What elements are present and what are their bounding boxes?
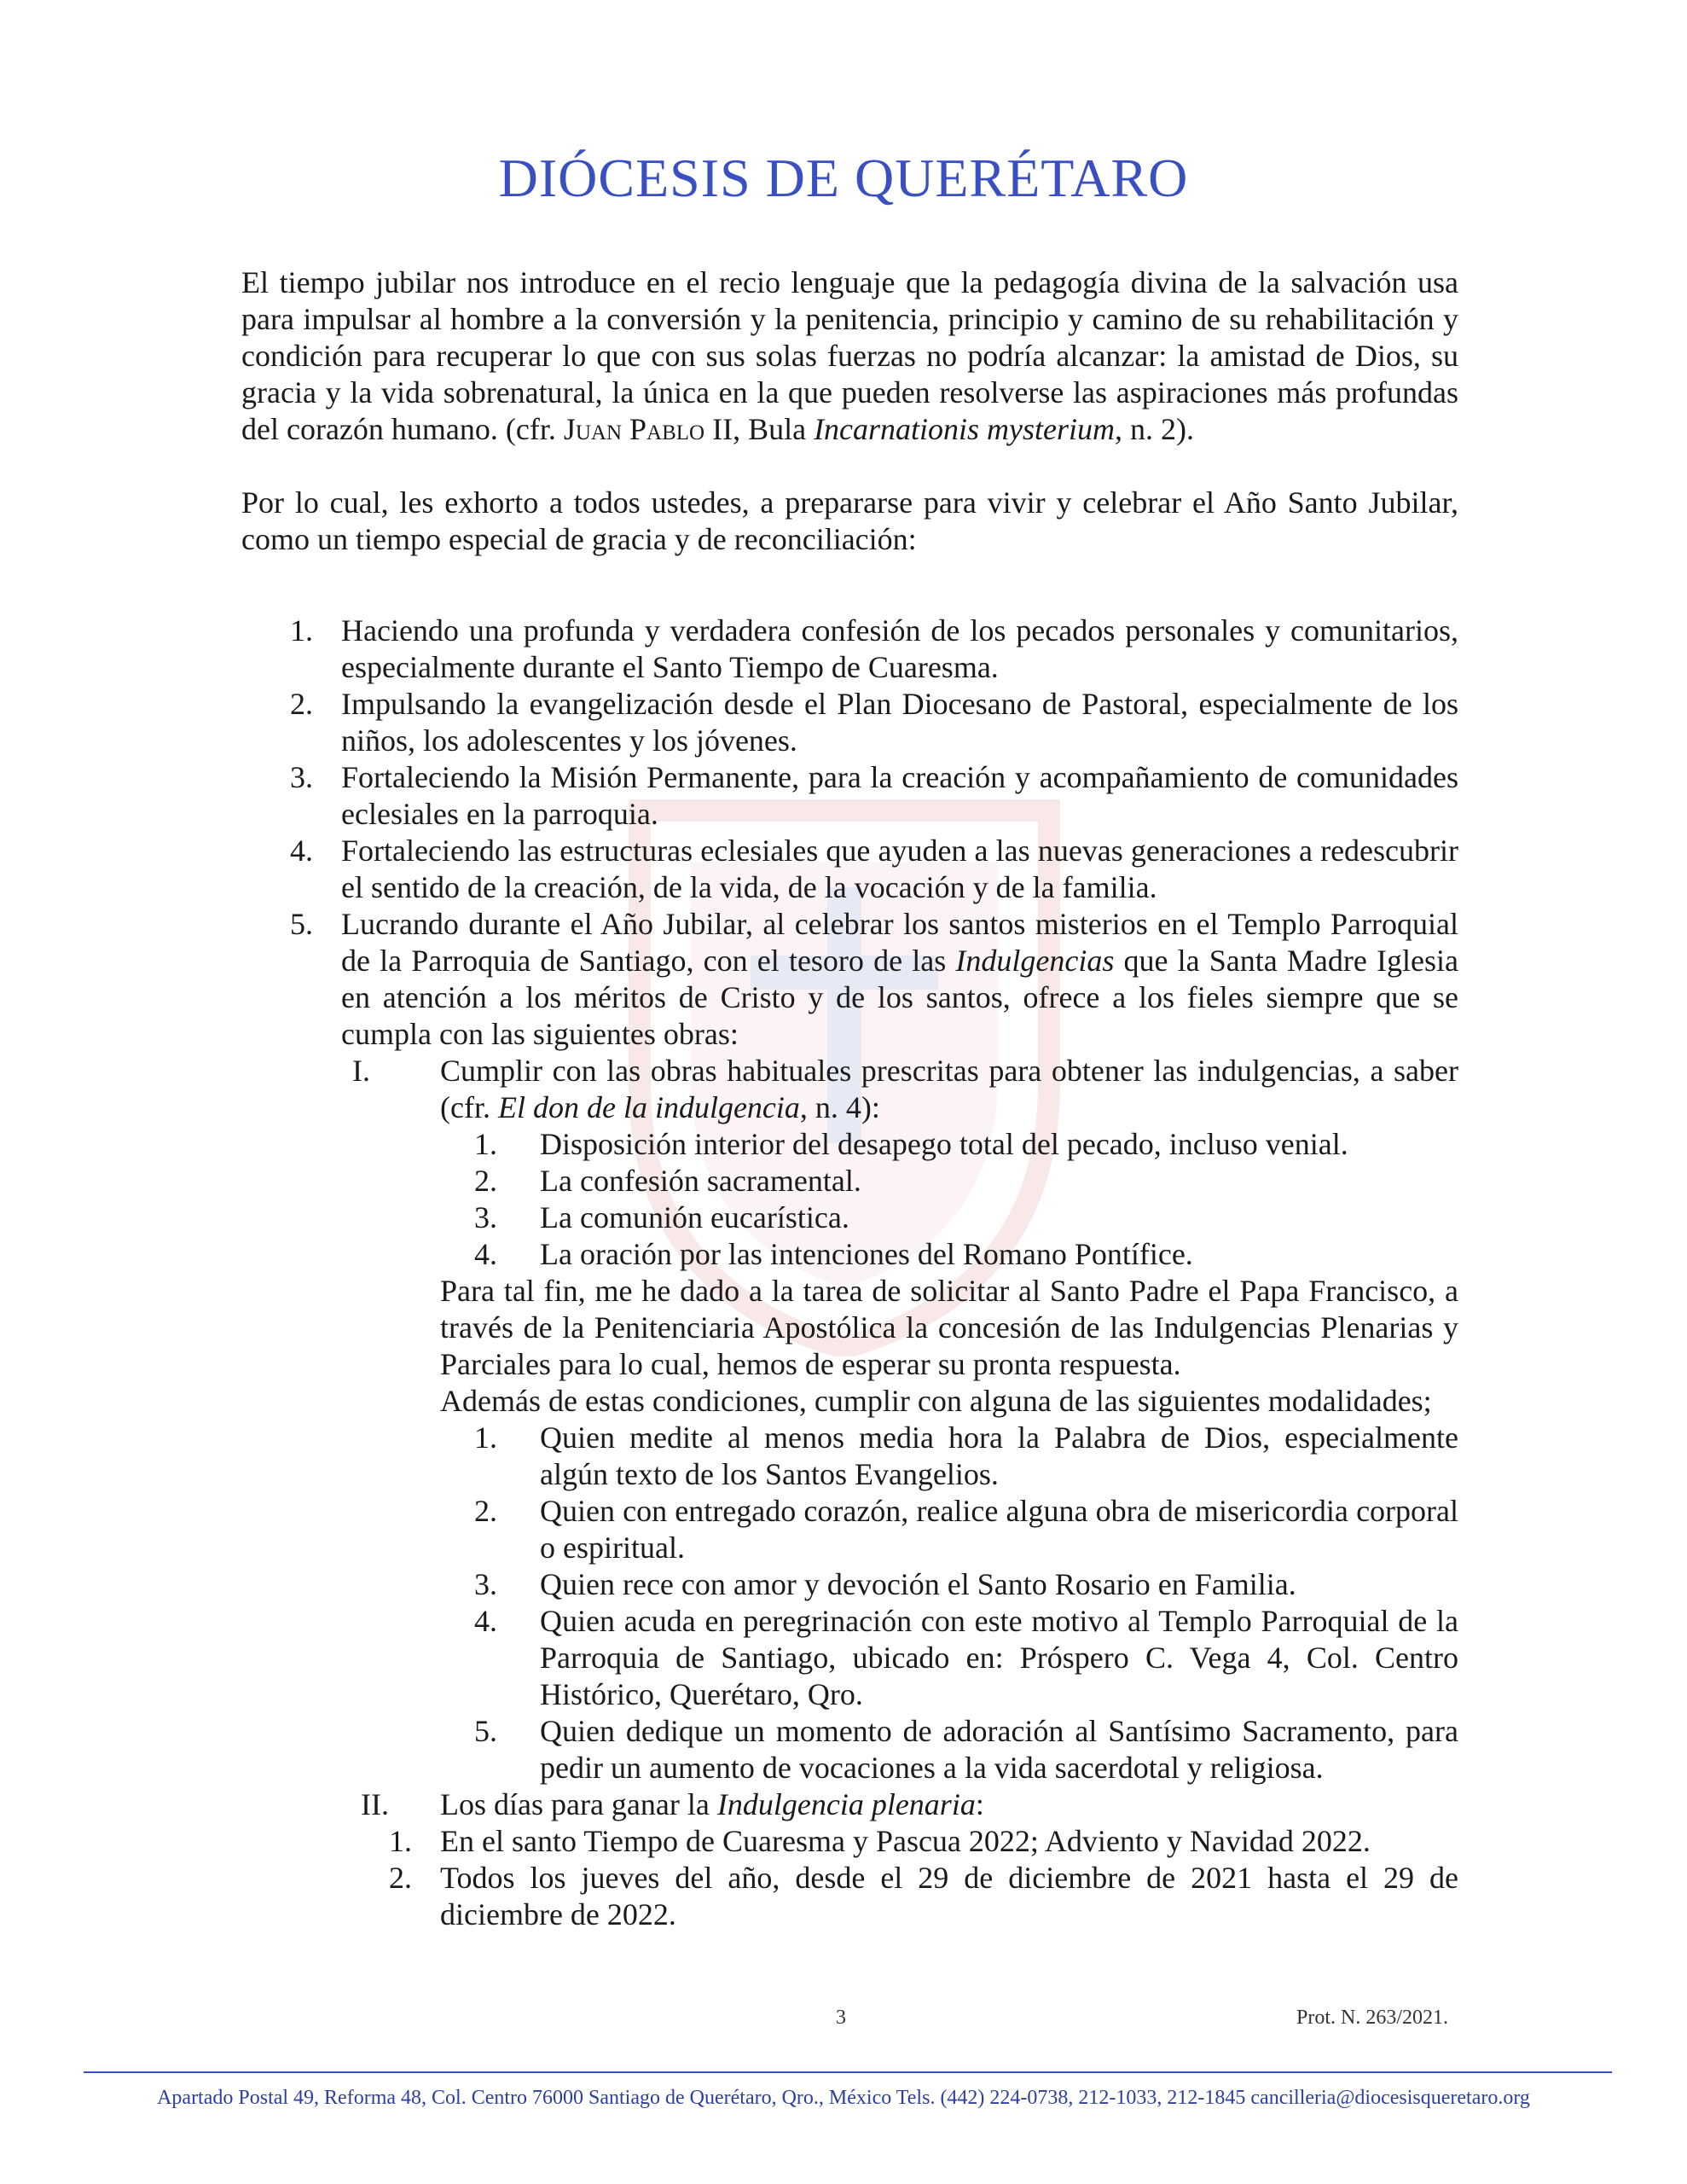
list-item-text-part: Lucrando durante el Año Jubilar, al celebrar los santos misterios en el Templo Parroquial de la Parroquia de Santiago, con el tesoro de las — [341, 907, 1458, 978]
modality-number: 5. — [474, 1714, 497, 1748]
page-number: 3 — [836, 2007, 846, 2029]
footer-divider — [84, 2071, 1612, 2073]
condition-text: La comunión eucarística. — [540, 1200, 849, 1234]
condition-text: La oración por las intenciones del Romano Pontífice. — [540, 1237, 1193, 1271]
modality-text: Quien medite al menos media hora la Palabra de Dios, especialmente algún texto de los Santos Evangelios. — [540, 1420, 1458, 1491]
list-item-number: 5. — [290, 907, 313, 941]
section-one-numeral: I. — [352, 1054, 370, 1088]
exhortation-paragraph: Por lo cual, les exhorto a todos ustedes, a prepararse para vivir y celebrar el Año Santo Jubilar, como un tiempo especial de gracia y de reconciliación: — [241, 485, 1458, 556]
day-number: 2. — [389, 1861, 412, 1895]
section-one-text-part: , n. 4): — [799, 1090, 880, 1124]
indulgence-gift-title: El don de la indulgencia — [497, 1090, 800, 1124]
section-two-text — [440, 1786, 1458, 1823]
modality-text: Quien acuda en peregrinación con este motivo al Templo Parroquial de la Parroquia de Santiago, ubicado en: Próspero C. Vega 4, Col. Centro Histórico, Querétaro, Qro. — [540, 1604, 1458, 1711]
list-item-text: Haciendo una profunda y verdadera confesión de los pecados personales y comunitarios, especialmente durante el Santo Tiempo de Cuaresma. — [341, 613, 1458, 684]
intro-text: El tiempo jubilar nos introduce en el recio lenguaje que la pedagogía divina de la salvación usa para impulsar al hombre a la conversión y la penitencia, principio y camino de su rehabilitación y condición para recuperar lo que con sus solas fuerzas no podría alcanzar: la amistad de Dios, su gracia y la vida sobrenatural, la única en la que pueden resolverse las aspiraciones más profundas del corazón humano. (cfr. — [241, 265, 1458, 446]
day-number: 1. — [389, 1824, 412, 1858]
list-item-text: Fortaleciendo las estructuras eclesiales que ayuden a las nuevas generaciones a redescubrir el sentido de la creación, de la vida, de la vocación y de la familia. — [341, 834, 1458, 904]
section-two-text-part: Los días para ganar la — [440, 1787, 717, 1821]
modality-number: 2. — [474, 1494, 497, 1528]
day-text: En el santo Tiempo de Cuaresma y Pascua 2022; Adviento y Navidad 2022. — [440, 1824, 1371, 1858]
footer-address: Apartado Postal 49, Reforma 48, Col. Centro 76000 Santiago de Querétaro, Qro., México Tels. (442) 224-0738, 212-1033, 212-1845 cancilleria@diocesisqueretaro.org — [157, 2087, 1530, 2109]
condition-number: 1. — [474, 1127, 497, 1161]
request-text: Para tal fin, me he dado a la tarea de solicitar al Santo Padre el Papa Francisco, a través de la Penitenciaria Apostólica la concesión de las Indulgencias Plenarias y Parciales para lo cual, hemos de esperar su pronta respuesta. — [440, 1274, 1458, 1381]
list-item-text-part: que la Santa Madre Iglesia en atención a los méritos de Cristo y de los santos, ofrece a los fieles siempre que se cumpla con las siguientes obras: — [341, 944, 1458, 1051]
modalities-intro-text: Además de estas condiciones, cumplir con alguna de las siguientes modalidades; — [440, 1384, 1432, 1418]
modality-text: Quien rece con amor y devoción el Santo Rosario en Familia. — [540, 1567, 1296, 1601]
section-one-text-part: Cumplir con las obras habituales prescritas para obtener las indulgencias, a saber (cfr. — [440, 1054, 1458, 1124]
condition-number: 2. — [474, 1164, 497, 1198]
modality-number: 3. — [474, 1567, 497, 1601]
intro-bull-title: Incarnationis mysterium, — [814, 412, 1123, 446]
list-item-text: Fortaleciendo la Misión Permanente, para la creación y acompañamiento de comunidades eclesiales en la parroquia. — [341, 760, 1458, 831]
modality-number: 4. — [474, 1604, 497, 1638]
condition-text: La confesión sacramental. — [540, 1164, 861, 1198]
list-item-number: 4. — [290, 834, 313, 868]
list-item-text — [341, 906, 1458, 1053]
modality-number: 1. — [474, 1420, 497, 1455]
list-item-number: 3. — [290, 760, 313, 794]
intro-author-suffix: II, Bula — [704, 412, 815, 446]
intro-ref: n. 2). — [1122, 412, 1195, 446]
plenary-indulgence-term: Indulgencia plenaria — [716, 1787, 976, 1821]
modality-text: Quien con entregado corazón, realice alguna obra de misericordia corporal o espiritual. — [540, 1494, 1458, 1565]
modality-text: Quien dedique un momento de adoración al Santísimo Sacramento, para pedir un aumento de vocaciones a la vida sacerdotal y religiosa. — [540, 1714, 1458, 1785]
day-text: Todos los jueves del año, desde el 29 de diciembre de 2021 hasta el 29 de diciembre de 2022. — [440, 1861, 1458, 1931]
condition-number: 3. — [474, 1200, 497, 1234]
section-two-text-part: : — [975, 1787, 984, 1821]
list-item-number: 1. — [290, 613, 313, 648]
condition-text: Disposición interior del desapego total del pecado, incluso venial. — [540, 1127, 1348, 1161]
intro-paragraph — [241, 264, 1458, 448]
condition-number: 4. — [474, 1237, 497, 1271]
list-item-text: Impulsando la evangelización desde el Plan Diocesano de Pastoral, especialmente de los niños, los adolescentes y los jóvenes. — [341, 687, 1458, 758]
intro-author: Juan Pablo — [563, 412, 705, 446]
indulgencias-term: Indulgencias — [955, 944, 1115, 978]
section-two-numeral: II. — [361, 1787, 389, 1821]
list-item-number: 2. — [290, 687, 313, 721]
protocol-number: Prot. N. 263/2021. — [1296, 2007, 1449, 2029]
section-one-text — [440, 1053, 1458, 1126]
document-title: DIÓCESIS DE QUERÉTARO — [498, 148, 1189, 208]
